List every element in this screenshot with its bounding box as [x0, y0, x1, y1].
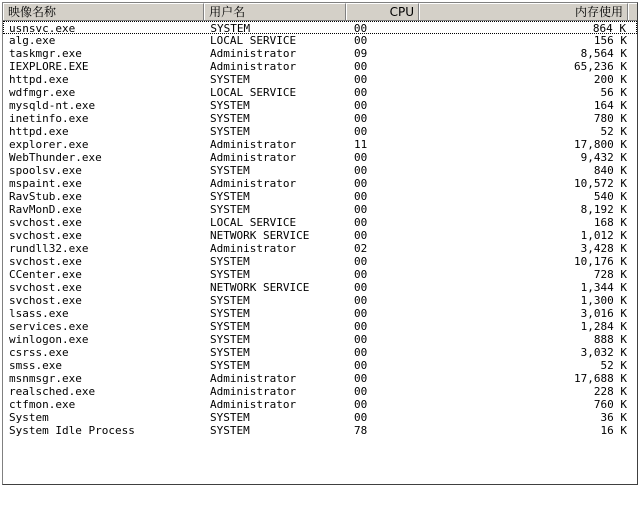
cell-image-name: mysqld-nt.exe — [9, 99, 96, 112]
table-row[interactable] — [3, 333, 637, 346]
cell-cpu: 00 — [354, 333, 368, 346]
cell-mem-usage: 17,688 K — [574, 372, 627, 385]
cell-user-name: SYSTEM — [210, 294, 250, 307]
cell-cpu: 00 — [354, 151, 368, 164]
cell-user-name: Administrator — [210, 242, 297, 255]
cell-image-name: mspaint.exe — [9, 177, 82, 190]
table-row[interactable] — [3, 190, 637, 203]
table-row[interactable] — [3, 411, 637, 424]
cell-image-name: IEXPLORE.EXE — [9, 60, 89, 73]
cell-cpu: 02 — [354, 242, 368, 255]
table-row[interactable] — [3, 385, 637, 398]
cell-mem-usage: 888 K — [593, 333, 627, 346]
cell-image-name: svchost.exe — [9, 294, 82, 307]
table-row[interactable] — [3, 34, 637, 47]
cell-user-name: SYSTEM — [210, 125, 250, 138]
table-row[interactable] — [3, 60, 637, 73]
cell-image-name: svchost.exe — [9, 216, 82, 229]
cell-image-name: rundll32.exe — [9, 242, 89, 255]
cell-cpu: 09 — [354, 47, 368, 60]
table-row[interactable] — [3, 372, 637, 385]
cell-image-name: services.exe — [9, 320, 89, 333]
cell-user-name: Administrator — [210, 372, 297, 385]
process-list-header — [3, 3, 637, 21]
cell-mem-usage: 3,016 K — [580, 307, 627, 320]
cell-cpu: 00 — [354, 281, 368, 294]
cell-cpu: 00 — [354, 34, 368, 47]
cell-mem-usage: 10,176 K — [574, 255, 627, 268]
cell-image-name: alg.exe — [9, 34, 56, 47]
table-row[interactable] — [3, 398, 637, 411]
cell-cpu: 00 — [354, 190, 368, 203]
cell-cpu: 00 — [354, 229, 368, 242]
cell-mem-usage: 840 K — [593, 164, 627, 177]
cell-mem-usage: 1,344 K — [580, 281, 627, 294]
cell-image-name: System Idle Process — [9, 424, 135, 437]
cell-cpu: 00 — [354, 73, 368, 86]
cell-mem-usage: 168 K — [593, 216, 627, 229]
cell-image-name: lsass.exe — [9, 307, 69, 320]
cell-user-name: SYSTEM — [210, 307, 250, 320]
cell-mem-usage: 728 K — [593, 268, 627, 281]
cell-image-name: taskmgr.exe — [9, 47, 82, 60]
cell-mem-usage: 540 K — [593, 190, 627, 203]
cell-mem-usage: 156 K — [593, 34, 627, 47]
table-row[interactable] — [3, 99, 637, 112]
cell-user-name: LOCAL SERVICE — [210, 86, 297, 99]
cell-cpu: 78 — [354, 424, 368, 437]
table-row[interactable] — [3, 47, 637, 60]
cell-image-name: httpd.exe — [9, 125, 69, 138]
cell-user-name: SYSTEM — [210, 320, 250, 333]
cell-mem-usage: 16 K — [600, 424, 627, 437]
cell-user-name: SYSTEM — [210, 333, 250, 346]
cell-cpu: 00 — [354, 294, 368, 307]
cell-user-name: SYSTEM — [210, 424, 250, 437]
cell-mem-usage: 65,236 K — [574, 60, 627, 73]
cell-image-name: explorer.exe — [9, 138, 89, 151]
cell-user-name: NETWORK SERVICE — [210, 229, 310, 242]
cell-user-name: Administrator — [210, 60, 297, 73]
cell-mem-usage: 864 K — [592, 22, 626, 33]
cell-user-name: Administrator — [210, 398, 297, 411]
table-row[interactable] — [3, 268, 637, 281]
cell-image-name: httpd.exe — [9, 73, 69, 86]
cell-user-name: SYSTEM — [210, 411, 250, 424]
table-row[interactable] — [3, 177, 637, 190]
table-row[interactable] — [3, 151, 637, 164]
table-row[interactable] — [3, 138, 637, 151]
cell-user-name: SYSTEM — [210, 255, 250, 268]
table-row[interactable] — [3, 294, 637, 307]
table-row[interactable] — [3, 307, 637, 320]
cell-mem-usage: 9,432 K — [580, 151, 627, 164]
cell-user-name: NETWORK SERVICE — [210, 281, 310, 294]
cell-user-name: Administrator — [210, 385, 297, 398]
table-row[interactable] — [3, 359, 637, 372]
cell-image-name: msnmsgr.exe — [9, 372, 82, 385]
cell-mem-usage: 760 K — [593, 398, 627, 411]
table-row[interactable] — [3, 255, 637, 268]
cell-cpu: 00 — [354, 385, 368, 398]
cell-user-name: SYSTEM — [210, 268, 250, 281]
cell-mem-usage: 3,032 K — [580, 346, 627, 359]
cell-mem-usage: 200 K — [593, 73, 627, 86]
cell-user-name: SYSTEM — [210, 99, 250, 112]
cell-user-name: Administrator — [210, 151, 297, 164]
cell-cpu: 00 — [354, 112, 368, 125]
table-row[interactable] — [3, 21, 637, 34]
cell-cpu: 00 — [354, 255, 368, 268]
table-row[interactable] — [3, 346, 637, 359]
cell-cpu: 00 — [354, 346, 368, 359]
cell-cpu: 00 — [354, 99, 368, 112]
cell-user-name: Administrator — [210, 138, 297, 151]
cell-image-name: RavMonD.exe — [9, 203, 82, 216]
cell-image-name: svchost.exe — [9, 229, 82, 242]
table-row[interactable] — [3, 203, 637, 216]
cell-mem-usage: 164 K — [593, 99, 627, 112]
table-row[interactable] — [3, 125, 637, 138]
cell-mem-usage: 3,428 K — [580, 242, 627, 255]
cell-cpu: 00 — [354, 216, 368, 229]
table-row[interactable] — [3, 424, 637, 437]
cell-user-name: SYSTEM — [210, 112, 250, 125]
cell-cpu: 00 — [354, 320, 368, 333]
cell-user-name: SYSTEM — [210, 22, 251, 33]
process-rows — [3, 21, 637, 437]
window-bottom-strip — [0, 487, 640, 512]
table-row[interactable] — [3, 112, 637, 125]
cell-mem-usage: 52 K — [600, 125, 627, 138]
cell-mem-usage: 8,192 K — [580, 203, 627, 216]
table-row[interactable] — [3, 229, 637, 242]
cell-image-name: RavStub.exe — [9, 190, 82, 203]
cell-cpu: 00 — [354, 177, 368, 190]
cell-mem-usage: 56 K — [600, 86, 627, 99]
column-header-user-name[interactable]: 用户名 — [204, 3, 346, 20]
column-header-filler — [628, 3, 637, 20]
cell-mem-usage: 17,800 K — [574, 138, 627, 151]
cell-user-name: LOCAL SERVICE — [210, 216, 297, 229]
cell-image-name: ctfmon.exe — [9, 398, 76, 411]
cell-image-name: svchost.exe — [9, 255, 82, 268]
cell-mem-usage: 8,564 K — [580, 47, 627, 60]
cell-cpu: 00 — [353, 22, 368, 33]
cell-image-name: csrss.exe — [9, 346, 69, 359]
cell-user-name: Administrator — [210, 47, 297, 60]
column-header-image-name[interactable]: 映像名称 — [3, 3, 204, 20]
cell-mem-usage: 1,300 K — [580, 294, 627, 307]
column-header-mem-usage[interactable]: 内存使用 — [419, 3, 628, 20]
cell-image-name: inetinfo.exe — [9, 112, 89, 125]
cell-cpu: 00 — [354, 359, 368, 372]
cell-image-name: realsched.exe — [9, 385, 96, 398]
table-row[interactable] — [3, 242, 637, 255]
cell-cpu: 11 — [354, 138, 368, 151]
cell-image-name: wdfmgr.exe — [9, 86, 76, 99]
cell-cpu: 00 — [354, 398, 368, 411]
table-row[interactable] — [3, 281, 637, 294]
column-header-cpu[interactable]: CPU — [346, 3, 419, 20]
cell-image-name: svchost.exe — [9, 281, 82, 294]
cell-user-name: SYSTEM — [210, 346, 250, 359]
cell-image-name: WebThunder.exe — [9, 151, 102, 164]
table-row[interactable] — [3, 164, 637, 177]
table-row[interactable] — [3, 73, 637, 86]
cell-user-name: LOCAL SERVICE — [210, 34, 297, 47]
cell-user-name: Administrator — [210, 177, 297, 190]
cell-cpu: 00 — [354, 411, 368, 424]
cell-image-name: smss.exe — [9, 359, 62, 372]
cell-user-name: SYSTEM — [210, 164, 250, 177]
cell-mem-usage: 36 K — [600, 411, 627, 424]
cell-image-name: System — [9, 411, 49, 424]
cell-cpu: 00 — [354, 60, 368, 73]
cell-mem-usage: 228 K — [593, 385, 627, 398]
cell-user-name: SYSTEM — [210, 73, 250, 86]
process-list[interactable] — [2, 2, 638, 485]
cell-cpu: 00 — [354, 125, 368, 138]
cell-cpu: 00 — [354, 86, 368, 99]
cell-user-name: SYSTEM — [210, 359, 250, 372]
cell-mem-usage: 52 K — [600, 359, 627, 372]
cell-user-name: SYSTEM — [210, 190, 250, 203]
cell-mem-usage: 1,012 K — [580, 229, 627, 242]
cell-cpu: 00 — [354, 307, 368, 320]
cell-image-name: CCenter.exe — [9, 268, 82, 281]
cell-image-name: usnsvc.exe — [9, 22, 76, 33]
cell-cpu: 00 — [354, 164, 368, 177]
table-row[interactable] — [3, 320, 637, 333]
cell-mem-usage: 1,284 K — [580, 320, 627, 333]
cell-mem-usage: 780 K — [593, 112, 627, 125]
cell-mem-usage: 10,572 K — [574, 177, 627, 190]
cell-cpu: 00 — [354, 372, 368, 385]
cell-cpu: 00 — [354, 268, 368, 281]
cell-image-name: spoolsv.exe — [9, 164, 82, 177]
table-row[interactable] — [3, 86, 637, 99]
cell-cpu: 00 — [354, 203, 368, 216]
cell-image-name: winlogon.exe — [9, 333, 89, 346]
cell-user-name: SYSTEM — [210, 203, 250, 216]
table-row[interactable] — [3, 216, 637, 229]
